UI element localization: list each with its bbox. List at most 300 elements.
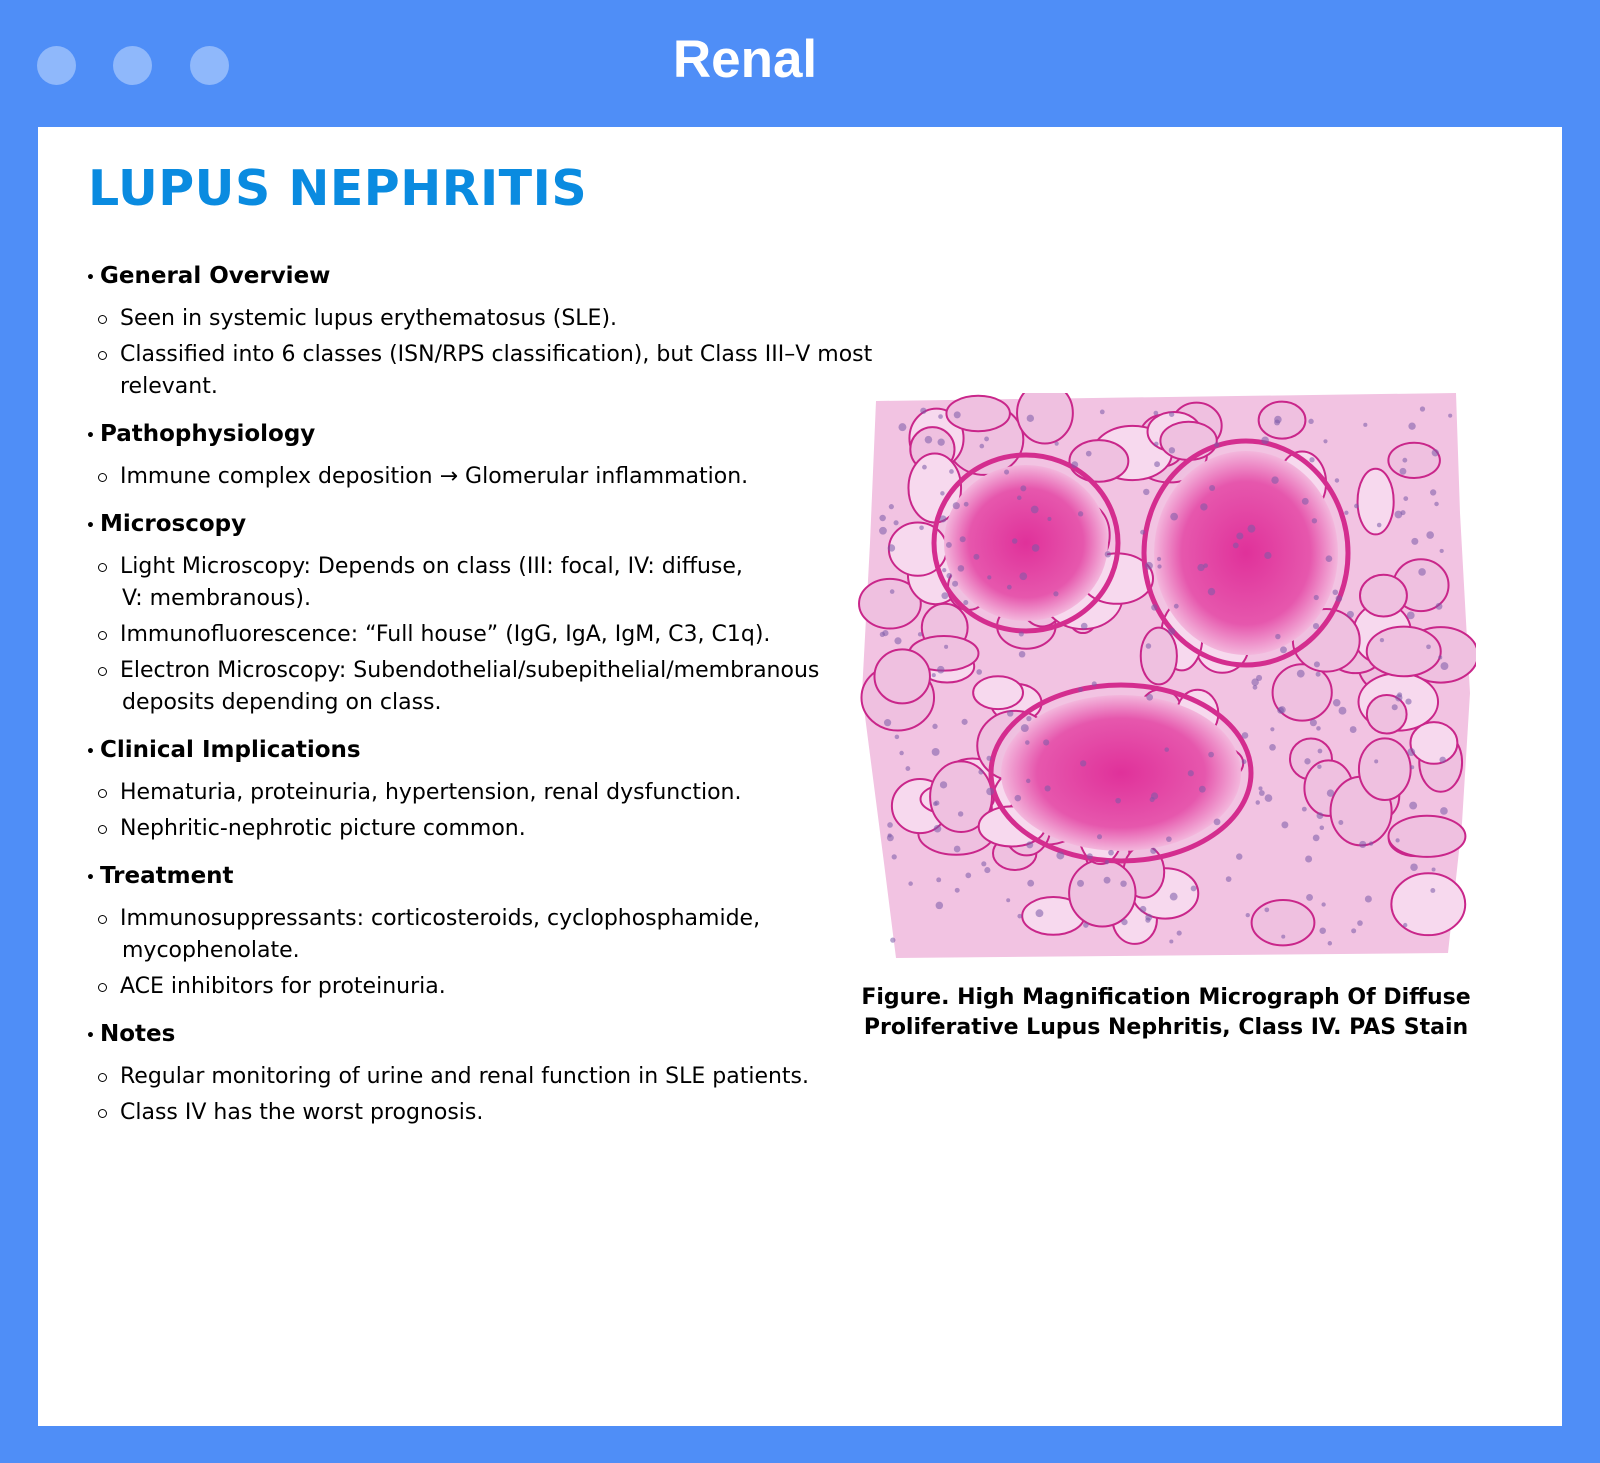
nucleus-dot bbox=[1246, 913, 1250, 917]
nucleus-dot bbox=[1036, 909, 1044, 917]
nucleus-dot bbox=[1400, 510, 1405, 515]
list-item bbox=[86, 461, 906, 493]
nucleus-dot bbox=[1434, 502, 1438, 506]
section-heading bbox=[86, 417, 906, 451]
nucleus-dot bbox=[1004, 470, 1009, 475]
nucleus-dot bbox=[1105, 860, 1109, 864]
nucleus-dot bbox=[890, 937, 895, 942]
tubule-shape bbox=[1388, 816, 1465, 857]
nucleus-dot bbox=[939, 515, 946, 522]
nucleus-dot bbox=[1374, 759, 1378, 763]
bullet-icon: • bbox=[86, 270, 95, 286]
nucleus-dot bbox=[1407, 748, 1415, 756]
nucleus-dot bbox=[934, 825, 942, 833]
nucleus-dot bbox=[946, 573, 952, 579]
nucleus-dot bbox=[1191, 885, 1197, 891]
nucleus-dot bbox=[1105, 551, 1111, 557]
sub-list bbox=[86, 777, 906, 845]
nucleus-dot bbox=[1145, 917, 1150, 922]
list-item-continuation: mycophenolate. bbox=[122, 938, 300, 963]
nucleus-dot bbox=[953, 502, 960, 509]
circle-bullet-icon bbox=[98, 789, 107, 798]
nucleus-dot bbox=[1007, 585, 1012, 590]
nucleus-dot bbox=[1408, 423, 1415, 430]
nucleus-dot bbox=[1369, 841, 1373, 845]
circle-bullet-icon bbox=[98, 1109, 107, 1118]
nucleus-dot bbox=[1271, 476, 1278, 483]
outline-section bbox=[86, 507, 906, 719]
nucleus-dot bbox=[880, 632, 885, 637]
section-heading-text: Treatment bbox=[100, 863, 234, 889]
nucleus-dot bbox=[1321, 902, 1325, 906]
nucleus-dot bbox=[1169, 939, 1173, 943]
nucleus-dot bbox=[984, 867, 990, 873]
nucleus-dot bbox=[1441, 662, 1449, 670]
nucleus-dot bbox=[1336, 595, 1343, 602]
nucleus-dot bbox=[1306, 894, 1313, 901]
nucleus-dot bbox=[1214, 442, 1219, 447]
nucleus-dot bbox=[1258, 786, 1262, 790]
list-item-continuation: V: membranous). bbox=[122, 586, 311, 611]
nucleus-dot bbox=[1339, 707, 1347, 715]
nucleus-dot bbox=[1157, 557, 1161, 561]
nucleus-dot bbox=[1256, 800, 1260, 804]
nucleus-dot bbox=[1242, 759, 1247, 764]
nucleus-dot bbox=[1214, 818, 1221, 825]
nucleus-dot bbox=[1317, 812, 1324, 819]
nucleus-dot bbox=[1083, 922, 1088, 927]
nucleus-dot bbox=[1436, 603, 1443, 610]
nucleus-dot bbox=[1146, 694, 1153, 701]
list-item-text: Immunofluorescence: “Full house” (IgG, IgA, IgM, C3, C1q). bbox=[120, 622, 771, 647]
nucleus-dot bbox=[1199, 786, 1206, 793]
nucleus-dot bbox=[1017, 496, 1022, 501]
nucleus-dot bbox=[1351, 928, 1356, 933]
nucleus-dot bbox=[1305, 856, 1312, 863]
figure-caption-line-2: Proliferative Lupus Nephritis, Class IV. PAS Stain bbox=[863, 1015, 1469, 1040]
nucleus-dot bbox=[1170, 513, 1178, 521]
nucleus-dot bbox=[1395, 694, 1402, 701]
nucleus-dot bbox=[949, 469, 954, 474]
nucleus-dot bbox=[889, 504, 894, 509]
nucleus-dot bbox=[1354, 504, 1359, 509]
nucleus-dot bbox=[976, 669, 982, 675]
nucleus-dot bbox=[1323, 439, 1327, 443]
page-title: LUPUS NEPHRITIS bbox=[88, 160, 588, 217]
nucleus-dot bbox=[879, 527, 887, 535]
circle-bullet-icon bbox=[98, 1073, 107, 1082]
nucleus-dot bbox=[898, 423, 906, 431]
nucleus-dot bbox=[1400, 468, 1407, 475]
nucleus-dot bbox=[1320, 825, 1325, 830]
nucleus-dot bbox=[1168, 628, 1175, 635]
nucleus-dot bbox=[888, 544, 895, 551]
nucleus-dot bbox=[1242, 732, 1249, 739]
nucleus-dot bbox=[1259, 790, 1265, 796]
nucleus-dot bbox=[1247, 525, 1255, 533]
window-titlebar bbox=[0, 0, 1600, 127]
nucleus-dot bbox=[1365, 895, 1372, 902]
nucleus-dot bbox=[1347, 611, 1354, 618]
nucleus-dot bbox=[1092, 681, 1097, 686]
nucleus-dot bbox=[1027, 880, 1034, 887]
nucleus-dot bbox=[1081, 623, 1088, 630]
nucleus-dot bbox=[1269, 744, 1276, 751]
section-heading bbox=[86, 507, 906, 541]
nucleus-dot bbox=[1071, 461, 1078, 468]
nucleus-dot bbox=[940, 781, 947, 788]
nucleus-dot bbox=[1020, 485, 1026, 491]
list-item-text: Nephritic-nephrotic picture common. bbox=[120, 816, 526, 841]
nucleus-dot bbox=[1169, 412, 1174, 417]
nucleus-dot bbox=[1405, 698, 1411, 704]
nucleus-dot bbox=[1318, 749, 1323, 754]
nucleus-dot bbox=[1007, 710, 1013, 716]
nucleus-dot bbox=[1277, 707, 1284, 714]
list-item-text: ACE inhibitors for proteinuria. bbox=[120, 974, 446, 999]
section-heading bbox=[86, 259, 906, 293]
circle-bullet-icon bbox=[98, 351, 107, 360]
nucleus-dot bbox=[1078, 511, 1083, 516]
nucleus-dot bbox=[1100, 410, 1105, 415]
tubule-shape bbox=[1360, 575, 1407, 617]
nucleus-dot bbox=[986, 756, 991, 761]
nucleus-dot bbox=[1261, 437, 1269, 445]
nucleus-dot bbox=[1327, 789, 1334, 796]
figure-caption bbox=[856, 983, 1476, 1043]
nucleus-dot bbox=[1363, 423, 1367, 427]
bullet-icon: • bbox=[86, 744, 95, 760]
nucleus-dot bbox=[1317, 765, 1321, 769]
circle-bullet-icon bbox=[98, 983, 107, 992]
nucleus-dot bbox=[1440, 807, 1448, 815]
list-item bbox=[86, 655, 906, 719]
nucleus-dot bbox=[1409, 802, 1417, 810]
circle-bullet-icon bbox=[98, 915, 107, 924]
nucleus-dot bbox=[958, 811, 963, 816]
nucleus-dot bbox=[1145, 562, 1153, 570]
nucleus-dot bbox=[973, 554, 979, 560]
nucleus-dot bbox=[1395, 838, 1399, 842]
nucleus-dot bbox=[1313, 623, 1319, 629]
list-item-text: Light Microscopy: Depends on class (III: focal, IV: diffuse, bbox=[120, 554, 743, 579]
nucleus-dot bbox=[1302, 807, 1307, 812]
nucleus-dot bbox=[938, 439, 945, 446]
nucleus-dot bbox=[1314, 661, 1320, 667]
list-item bbox=[86, 903, 906, 967]
tubule-shape bbox=[1388, 443, 1440, 478]
list-item bbox=[86, 619, 906, 651]
nucleus-dot bbox=[1403, 923, 1407, 927]
nucleus-dot bbox=[938, 414, 943, 419]
nucleus-dot bbox=[1275, 634, 1280, 639]
nucleus-dot bbox=[1236, 853, 1242, 859]
nucleus-dot bbox=[1097, 834, 1102, 839]
nucleus-dot bbox=[905, 766, 910, 771]
nucleus-dot bbox=[1015, 795, 1022, 802]
nucleus-dot bbox=[1056, 852, 1064, 860]
nucleus-dot bbox=[1208, 588, 1215, 595]
nucleus-dot bbox=[1407, 611, 1415, 619]
nucleus-dot bbox=[1448, 414, 1452, 418]
nucleus-dot bbox=[978, 769, 983, 774]
nucleus-dot bbox=[1021, 724, 1029, 732]
nucleus-dot bbox=[1055, 442, 1059, 446]
nucleus-dot bbox=[1012, 538, 1017, 543]
nucleus-dot bbox=[1019, 631, 1024, 636]
nucleus-dot bbox=[1314, 595, 1319, 600]
nucleus-dot bbox=[1316, 726, 1321, 731]
tubule-shape bbox=[874, 649, 929, 703]
outline-section bbox=[86, 1017, 906, 1129]
nucleus-dot bbox=[1053, 591, 1058, 596]
tubule-shape bbox=[1367, 627, 1441, 677]
list-item bbox=[86, 777, 906, 809]
nucleus-dot bbox=[919, 525, 924, 530]
nucleus-dot bbox=[958, 565, 965, 572]
nucleus-dot bbox=[1078, 687, 1083, 692]
nucleus-dot bbox=[1169, 447, 1175, 453]
nucleus-dot bbox=[1251, 678, 1259, 686]
nucleus-dot bbox=[1174, 604, 1179, 609]
nucleus-dot bbox=[1188, 770, 1194, 776]
nucleus-dot bbox=[1226, 876, 1232, 882]
nucleus-dot bbox=[952, 581, 958, 587]
nucleus-dot bbox=[879, 515, 885, 521]
list-item bbox=[86, 813, 906, 845]
nucleus-dot bbox=[965, 873, 971, 879]
nucleus-dot bbox=[1310, 719, 1317, 726]
tubule-shape bbox=[1069, 860, 1135, 927]
outline-list bbox=[86, 259, 906, 1143]
nucleus-dot bbox=[1430, 489, 1436, 495]
section-heading-text: Clinical Implications bbox=[100, 737, 361, 763]
nucleus-dot bbox=[1357, 920, 1363, 926]
nucleus-dot bbox=[936, 902, 943, 909]
nucleus-dot bbox=[1121, 919, 1127, 925]
nucleus-dot bbox=[1403, 496, 1408, 501]
list-item bbox=[86, 971, 906, 1003]
nucleus-dot bbox=[1043, 739, 1049, 745]
nucleus-dot bbox=[1309, 457, 1314, 462]
list-item-text: Electron Microscopy: Subendothelial/subepithelial/membranous bbox=[120, 658, 820, 683]
list-item-text: Classified into 6 classes (ISN/RPS classification), but Class III–V most relevant. bbox=[120, 342, 873, 399]
nucleus-dot bbox=[932, 724, 937, 729]
nucleus-dot bbox=[1086, 451, 1092, 457]
circle-bullet-icon bbox=[98, 315, 107, 324]
tubule-shape bbox=[1410, 722, 1457, 764]
nucleus-dot bbox=[964, 502, 969, 507]
nucleus-dot bbox=[922, 465, 927, 470]
nucleus-dot bbox=[934, 801, 939, 806]
bullet-icon: • bbox=[86, 428, 95, 444]
list-item-text: Immune complex deposition → Glomerular inflammation. bbox=[120, 464, 749, 489]
sub-list bbox=[86, 1061, 906, 1129]
nucleus-dot bbox=[1166, 836, 1172, 842]
nucleus-dot bbox=[1157, 564, 1161, 568]
bullet-icon: • bbox=[86, 1028, 95, 1044]
tubule-shape bbox=[1160, 422, 1216, 460]
nucleus-dot bbox=[920, 408, 926, 414]
micrograph-image bbox=[856, 393, 1476, 963]
section-heading-text: Pathophysiology bbox=[100, 421, 316, 447]
nucleus-dot bbox=[1350, 726, 1357, 733]
nucleus-dot bbox=[894, 637, 901, 644]
nucleus-dot bbox=[1302, 498, 1309, 505]
nucleus-dot bbox=[1439, 757, 1445, 763]
nucleus-dot bbox=[887, 834, 894, 841]
tubule-shape bbox=[1391, 873, 1465, 935]
nucleus-dot bbox=[1264, 552, 1271, 559]
tubule-shape bbox=[973, 676, 1023, 709]
circle-bullet-icon bbox=[98, 667, 107, 676]
sub-list bbox=[86, 551, 906, 719]
nucleus-dot bbox=[1410, 765, 1414, 769]
tubule-shape bbox=[1358, 469, 1394, 535]
nucleus-dot bbox=[932, 673, 936, 677]
bullet-icon: • bbox=[86, 870, 95, 886]
nucleus-dot bbox=[955, 888, 960, 893]
circle-bullet-icon bbox=[98, 473, 107, 482]
nucleus-dot bbox=[1313, 834, 1320, 841]
glomerulus bbox=[934, 455, 1118, 631]
nucleus-dot bbox=[954, 846, 961, 853]
nucleus-dot bbox=[884, 719, 891, 726]
nucleus-dot bbox=[1143, 489, 1149, 495]
nucleus-dot bbox=[1335, 478, 1339, 482]
tubule-shape bbox=[1141, 628, 1177, 685]
nucleus-dot bbox=[1150, 848, 1156, 854]
nucleus-dot bbox=[918, 632, 922, 636]
nucleus-dot bbox=[963, 600, 968, 605]
nucleus-dot bbox=[1047, 517, 1051, 521]
nucleus-dot bbox=[1236, 532, 1243, 539]
nucleus-dot bbox=[1312, 518, 1317, 523]
list-item bbox=[86, 339, 906, 403]
nucleus-dot bbox=[1338, 820, 1343, 825]
tubule-shape bbox=[1359, 738, 1411, 800]
nucleus-dot bbox=[1333, 699, 1341, 707]
nucleus-dot bbox=[892, 854, 897, 859]
nucleus-dot bbox=[932, 748, 940, 756]
nucleus-dot bbox=[1281, 935, 1285, 939]
nucleus-dot bbox=[1328, 941, 1332, 945]
nucleus-dot bbox=[1333, 589, 1339, 595]
nucleus-dot bbox=[1154, 442, 1158, 446]
list-item-text: Hematuria, proteinuria, hypertension, renal dysfunction. bbox=[120, 780, 742, 805]
section-heading bbox=[86, 859, 906, 893]
sub-list bbox=[86, 903, 906, 1003]
nucleus-dot bbox=[979, 444, 984, 449]
nucleus-dot bbox=[1209, 485, 1215, 491]
nucleus-dot bbox=[1154, 461, 1160, 467]
nucleus-dot bbox=[984, 437, 989, 442]
nucleus-dot bbox=[1006, 898, 1010, 902]
nucleus-dot bbox=[941, 592, 948, 599]
nucleus-dot bbox=[1297, 670, 1305, 678]
nucleus-dot bbox=[1281, 821, 1288, 828]
nucleus-dot bbox=[1019, 651, 1026, 658]
nucleus-dot bbox=[1108, 850, 1114, 856]
nucleus-dot bbox=[1019, 572, 1027, 580]
nucleus-dot bbox=[1265, 794, 1273, 802]
glomerulus bbox=[991, 685, 1251, 861]
nucleus-dot bbox=[1027, 415, 1034, 422]
nucleus-dot bbox=[944, 645, 948, 649]
list-item-text: Class IV has the worst prognosis. bbox=[120, 1100, 484, 1125]
nucleus-dot bbox=[1432, 867, 1436, 871]
nucleus-dot bbox=[1432, 449, 1439, 456]
nucleus-dot bbox=[1377, 523, 1382, 528]
nucleus-dot bbox=[987, 575, 991, 579]
tubule-shape bbox=[1259, 402, 1306, 439]
sub-list bbox=[86, 461, 906, 493]
tubule-shape bbox=[1017, 393, 1073, 444]
section-heading bbox=[86, 1017, 906, 1051]
nucleus-dot bbox=[1426, 644, 1431, 649]
nucleus-dot bbox=[1203, 563, 1208, 568]
nucleus-dot bbox=[1440, 549, 1444, 553]
nucleus-dot bbox=[960, 536, 966, 542]
nucleus-dot bbox=[1418, 568, 1426, 576]
nucleus-dot bbox=[1264, 907, 1269, 912]
window-title: Renal bbox=[672, 30, 818, 89]
nucleus-dot bbox=[937, 666, 945, 674]
nucleus-dot bbox=[1170, 893, 1178, 901]
nucleus-dot bbox=[936, 877, 941, 882]
nucleus-dot bbox=[1031, 506, 1039, 514]
figure-caption-line-1: Figure. High Magnification Micrograph Of Diffuse bbox=[861, 985, 1471, 1010]
bullet-icon: • bbox=[86, 518, 95, 534]
nucleus-dot bbox=[1087, 853, 1093, 859]
nucleus-dot bbox=[1233, 543, 1239, 549]
nucleus-dot bbox=[1380, 638, 1384, 642]
nucleus-dot bbox=[1326, 555, 1333, 562]
sub-list bbox=[86, 303, 906, 403]
nucleus-dot bbox=[1026, 716, 1031, 721]
section-heading-text: Microscopy bbox=[100, 511, 247, 537]
nucleus-dot bbox=[1120, 880, 1126, 886]
nucleus-dot bbox=[1438, 655, 1442, 659]
nucleus-dot bbox=[1200, 503, 1207, 510]
nucleus-dot bbox=[954, 411, 961, 418]
outline-section bbox=[86, 417, 906, 493]
list-item-text: Regular monitoring of urine and renal function in SLE patients. bbox=[120, 1064, 810, 1089]
nucleus-dot bbox=[1316, 672, 1321, 677]
nucleus-dot bbox=[895, 735, 900, 740]
section-heading-text: Notes bbox=[100, 1021, 176, 1047]
nucleus-dot bbox=[1151, 792, 1158, 799]
outline-section bbox=[86, 859, 906, 1003]
nucleus-dot bbox=[942, 568, 946, 572]
list-item bbox=[86, 1061, 906, 1093]
nucleus-dot bbox=[1411, 538, 1418, 545]
nucleus-dot bbox=[1402, 458, 1407, 463]
list-item-text: Seen in systemic lupus erythematosus (SLE). bbox=[120, 306, 618, 331]
nucleus-dot bbox=[1154, 411, 1159, 416]
nucleus-dot bbox=[1140, 906, 1147, 913]
nucleus-dot bbox=[1080, 760, 1086, 766]
outline-section bbox=[86, 733, 906, 845]
nucleus-dot bbox=[1208, 752, 1214, 758]
list-item-continuation: deposits depending on class. bbox=[122, 690, 442, 715]
nucleus-dot bbox=[1017, 914, 1022, 919]
nucleus-dot bbox=[1151, 604, 1157, 610]
list-item bbox=[86, 303, 906, 335]
nucleus-dot bbox=[1319, 927, 1325, 933]
content-panel bbox=[38, 127, 1562, 1426]
nucleus-dot bbox=[894, 520, 899, 525]
